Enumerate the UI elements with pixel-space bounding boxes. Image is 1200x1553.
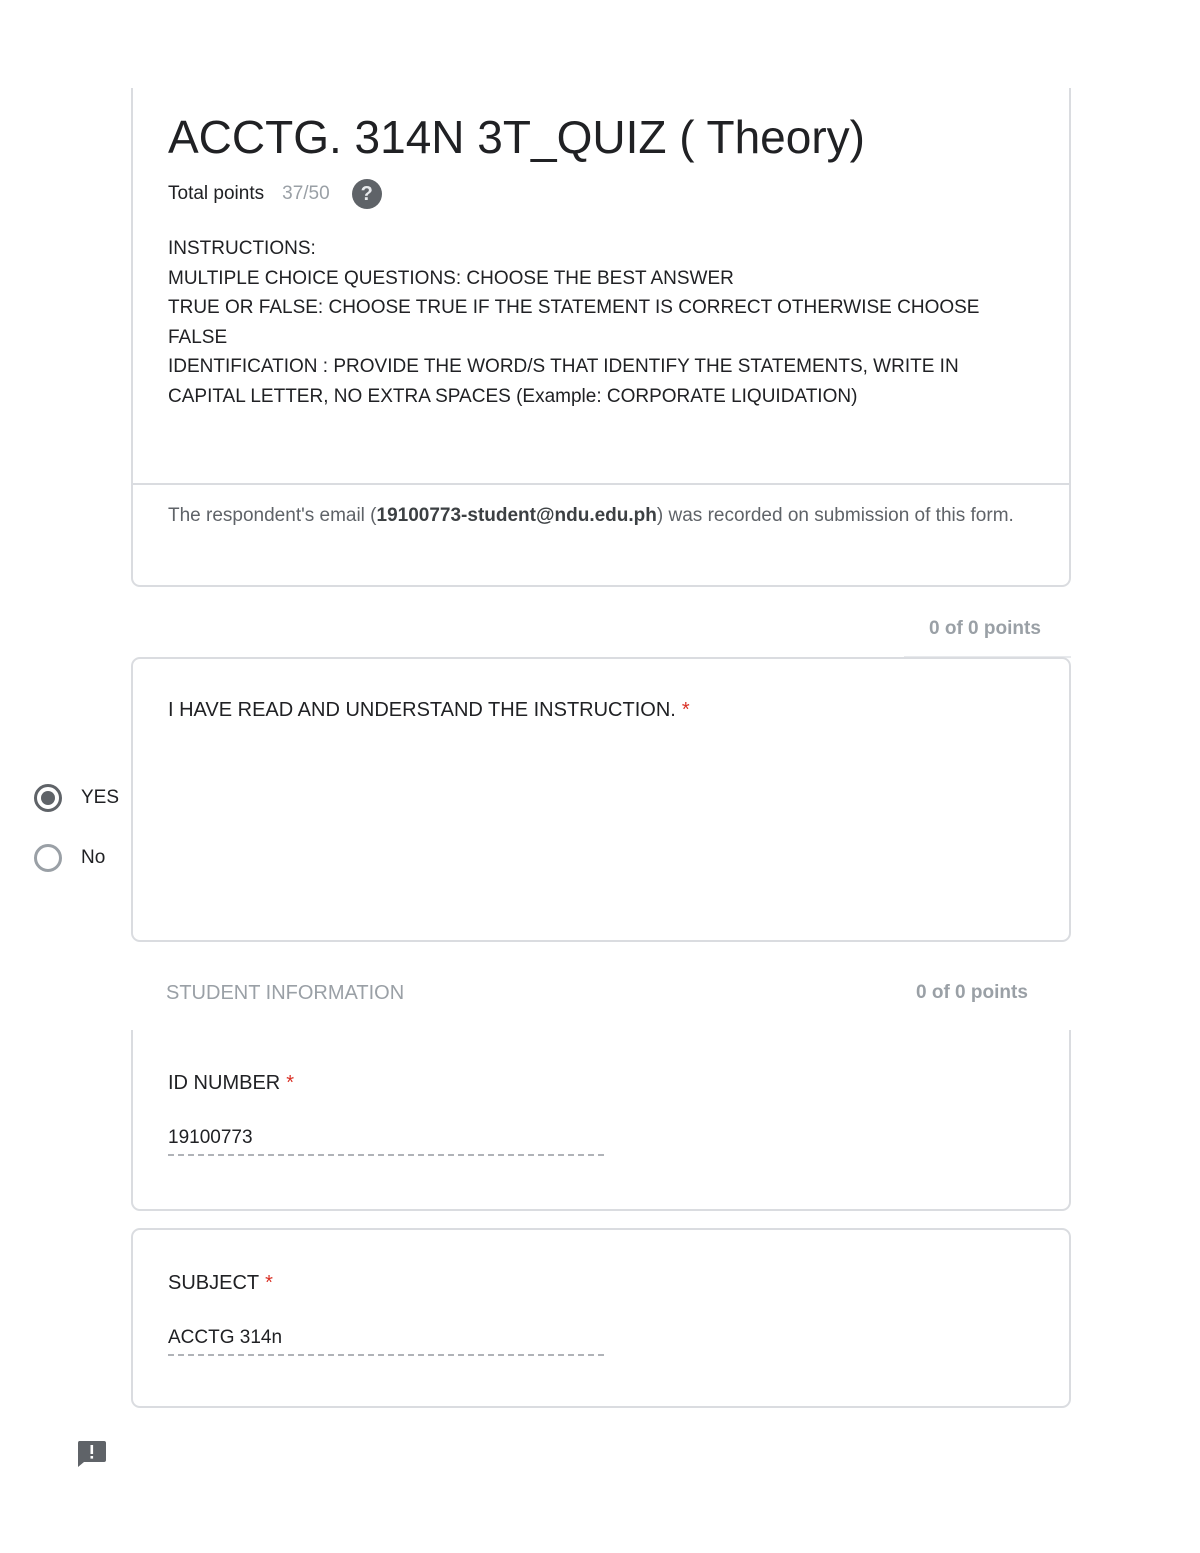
section-points: 0 of 0 points — [916, 982, 1028, 1003]
required-asterisk: * — [681, 699, 690, 721]
required-asterisk: * — [265, 1272, 273, 1294]
section-points: 0 of 0 points — [929, 618, 1041, 639]
instruction-line: INSTRUCTIONS: — [168, 238, 316, 259]
radio-option-label: YES — [81, 787, 120, 808]
help-icon[interactable]: ? — [352, 179, 382, 209]
instruction-line: MULTIPLE CHOICE QUESTIONS: CHOOSE THE BEST ANSWER — [168, 267, 734, 289]
id-number-field[interactable]: 19100773 — [168, 1127, 604, 1156]
total-points-row — [168, 178, 382, 210]
form-header-card — [131, 88, 1071, 587]
radio-checked-icon[interactable] — [34, 784, 62, 812]
radio-option-no[interactable] — [34, 844, 105, 872]
email-note-suffix: ) was recorded on submission of this form. — [656, 505, 1014, 526]
id-number-label: ID NUMBER — [168, 1072, 281, 1094]
respondent-email: 19100773-student@ndu.edu.ph — [376, 505, 657, 526]
subject-label: SUBJECT — [168, 1272, 260, 1294]
id-number-card — [131, 1030, 1071, 1211]
question-card — [131, 657, 1071, 942]
question-text: I HAVE READ AND UNDERSTAND THE INSTRUCTION. — [168, 699, 676, 721]
email-note-prefix: The respondent's email ( — [168, 505, 377, 526]
respondent-email-note — [168, 501, 1038, 531]
total-points-label: Total points — [168, 183, 265, 204]
header-divider — [133, 483, 1069, 485]
feedback-icon[interactable] — [76, 1440, 107, 1468]
field-label — [168, 1272, 273, 1295]
subject-card — [131, 1228, 1071, 1408]
question-title — [168, 699, 690, 722]
section-title: STUDENT INFORMATION — [166, 982, 405, 1004]
field-label — [168, 1072, 294, 1095]
form-title: ACCTG. 314N 3T_QUIZ ( Theory) — [168, 111, 865, 163]
total-points-score: 37/50 — [282, 183, 330, 204]
radio-option-label: No — [81, 847, 106, 868]
radio-unchecked-icon[interactable] — [34, 844, 62, 872]
subject-field[interactable]: ACCTG 314n — [168, 1327, 604, 1356]
form-instructions — [168, 234, 1038, 411]
required-asterisk: * — [286, 1072, 295, 1094]
instruction-line: IDENTIFICATION : PROVIDE THE WORD/S THAT IDENTIFY THE STATEMENTS, WRITE IN CAPITAL LETTER, NO EXTRA SPACES (Example: CORPORATE LIQUIDATION) — [168, 356, 964, 407]
radio-option-yes[interactable] — [34, 784, 119, 812]
instruction-line: TRUE OR FALSE: CHOOSE TRUE IF THE STATEMENT IS CORRECT OTHERWISE CHOOSE FALSE — [168, 297, 985, 348]
